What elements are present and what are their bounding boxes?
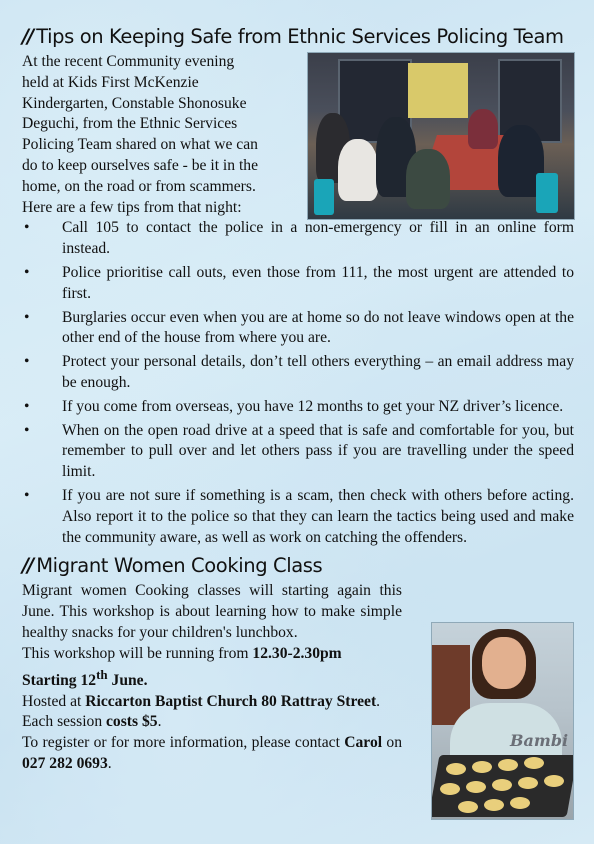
contact-phone: 027 282 0693 (22, 754, 108, 772)
cooking-class-photo (431, 622, 574, 820)
photo-cake (472, 761, 492, 773)
photo-cake (484, 799, 504, 811)
photo-cake (498, 759, 518, 771)
photo-cake (440, 783, 460, 795)
section-heading-cooking-class (22, 551, 574, 581)
tip-text: If you are not sure if something is a scam, then check with others before acting. Also report it to the police so that they can learn the tactics being used and make the community aware, as well as work on catching the offenders. (62, 486, 574, 546)
cooking-contact-line (22, 733, 402, 775)
intro-line: Kindergarten, Constable Shonosuke (22, 94, 247, 112)
tip-text: Protect your personal details, don’t tell others everything – an email address may be enough. (62, 353, 574, 391)
list-item (22, 486, 574, 548)
intro-line: Deguchi, from the Ethnic Services (22, 115, 238, 133)
shirt-print-text: Bambi (510, 731, 569, 750)
photo-chair (314, 179, 334, 215)
photo-cake (524, 757, 544, 769)
photo-person (338, 139, 378, 201)
bullet-icon: • (24, 421, 30, 439)
intro-line: do to keep ourselves safe - be it in the (22, 156, 259, 174)
photo-cake (518, 777, 538, 789)
bullet-icon: • (24, 219, 30, 237)
heading-text: Tips on Keeping Safe from Ethnic Services Policing Team (36, 25, 564, 48)
list-item (22, 421, 574, 483)
newsletter-page (22, 22, 574, 775)
tip-text: When on the open road drive at a speed that is safe and comfortable for you, but remember to pull over and let others pass if you are travelling under the speed limit. (62, 421, 574, 481)
photo-cake (446, 763, 466, 775)
photo-noticeboard (408, 63, 468, 118)
venue-name: Riccarton Baptist Church 80 Rattray Street (85, 692, 377, 710)
cooking-start-date (22, 665, 402, 692)
bullet-icon: • (24, 486, 30, 504)
tip-text: Call 105 to contact the police in a non-emergency or fill in an online form instead. (62, 219, 574, 258)
intro-line: Policing Team shared on what we can (22, 136, 258, 154)
cooking-time: 12.30-2.30pm (252, 644, 342, 662)
cost-value: costs $5 (106, 713, 158, 731)
venue-end: . (376, 692, 381, 710)
intro-line: At the recent Community evening (22, 53, 235, 70)
photo-person (468, 109, 498, 149)
intro-paragraph (22, 52, 284, 218)
list-item (22, 263, 574, 305)
start-date-month: June. (107, 671, 148, 689)
intro-line: home, on the road or from scammers. (22, 177, 256, 195)
cooking-venue-line (22, 692, 402, 713)
cost-prefix: Each session (22, 713, 107, 731)
tips-list (22, 218, 574, 548)
cooking-time-line (22, 644, 402, 665)
tip-text: Police prioritise call outs, even those from 111, the most urgent are attended to first. (62, 263, 574, 302)
heading-text: Migrant Women Cooking Class (36, 554, 323, 578)
photo-cake (458, 801, 478, 813)
photo-chair (536, 173, 558, 213)
section-heading-safety-tips (22, 22, 574, 52)
intro-line: held at Kids First McKenzie (22, 73, 199, 91)
cooking-cost-line (22, 712, 402, 733)
cooking-intro: Migrant women Cooking classes will starting again this June. This workshop is about learning how to make simple healthy snacks for your children's lunchbox. (22, 582, 402, 641)
list-item (22, 218, 574, 260)
contact-name: Carol (344, 734, 383, 752)
tip-text: Burglaries occur even when you are at home so do not leave windows open at the other end of the house from where you are. (62, 308, 574, 347)
intro-line: Here are a few tips from that night: (22, 198, 242, 216)
start-date-suffix: th (96, 666, 108, 682)
cost-end: . (157, 713, 162, 731)
cooking-time-prefix: This workshop will be running from (22, 644, 253, 662)
photo-cake (466, 781, 486, 793)
venue-prefix: Hosted at (22, 692, 86, 710)
photo-face (482, 637, 526, 689)
tip-text: If you come from overseas, you have 12 months to get your NZ driver’s licence. (62, 397, 564, 415)
cooking-class-body (22, 581, 402, 774)
bullet-icon: • (24, 353, 30, 371)
community-evening-photo (307, 52, 575, 220)
contact-mid: on (382, 734, 402, 752)
list-item (22, 352, 574, 394)
bullet-icon: • (24, 308, 30, 326)
bullet-icon: • (24, 397, 30, 415)
heading-slashes: // (22, 25, 33, 48)
contact-end: . (107, 754, 112, 772)
photo-person (406, 149, 450, 209)
bullet-icon: • (24, 263, 30, 281)
photo-cake (510, 797, 530, 809)
start-date-text: Starting 12 (22, 671, 97, 689)
photo-cake (492, 779, 512, 791)
list-item (22, 308, 574, 350)
list-item (22, 397, 574, 418)
photo-cake (544, 775, 564, 787)
contact-prefix: To register or for more information, please contact (22, 734, 345, 752)
heading-slashes: // (22, 554, 33, 578)
